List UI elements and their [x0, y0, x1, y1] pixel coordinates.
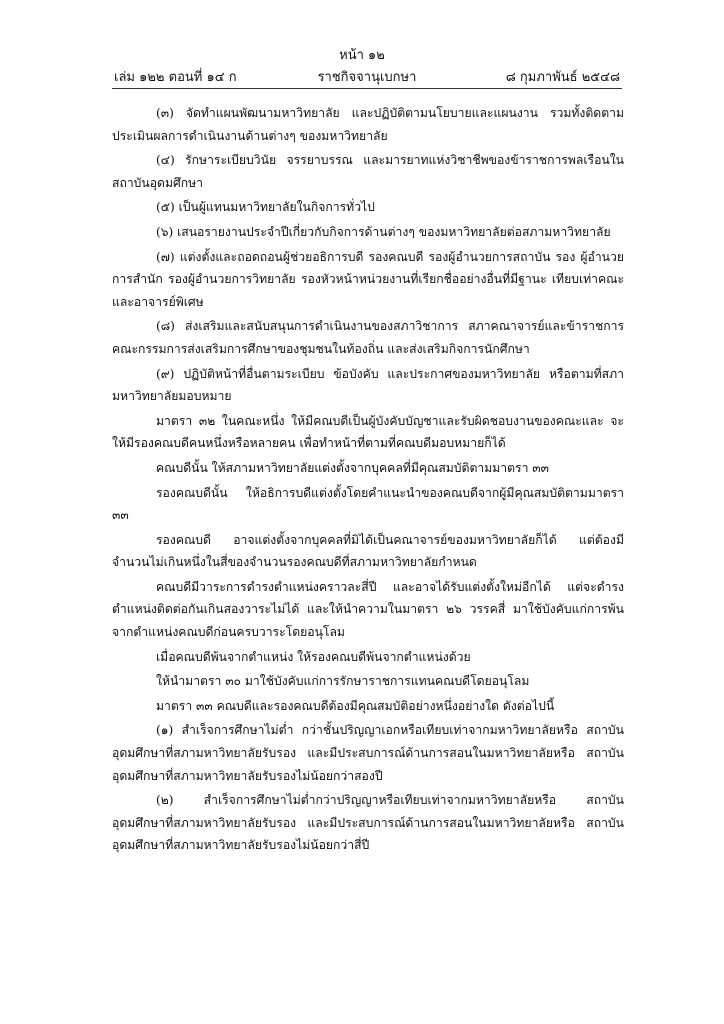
paragraph-item-5: (๕) เป็นผู้แทนมหาวิทยาลัยในกิจการทั่วไป — [156, 200, 375, 215]
section-32-term: คณบดีมีวาระการดำรงตำแหน่งคราวละสี่ปี และอาจได้รับแต่งตั้งใหม่อีกได้ แต่จะดำรง ตำแหน่งติดต่อกันเกินสองวาระไม่ได้ และให้นำความในมาตรา ๒๖ วรรคสี่ มาใช้บังคับแก่การพ้น จากตำแหน่งคณบดีก่อนครบวาระโดยอนุโลม — [112, 579, 624, 640]
section-32-acting: ให้นำมาตรา ๓๐ มาใช้บังคับแก่การรักษาราชการแทนคณบดีโดยอนุโลม — [156, 674, 530, 689]
paragraph-item-8: (๘) ส่งเสริมและสนับสนุนการดำเนินงานของสภาวิชาการ สภาคณาจารย์และข้าราชการ คณะกรรมการส่งเสริมการศึกษาของชุมชนในท้องถิ่น และส่งเสริมกิจการนักศึกษา — [112, 319, 624, 356]
header-date: ๘ กุมภาพันธ์ ๒๕๔๘ — [505, 70, 620, 85]
header-volume-issue: เล่ม ๑๒๒ ตอนที่ ๑๔ ก — [114, 70, 237, 85]
section-32-deputy-dean-quota: รองคณบดี อาจแต่งตั้งจากบุคคลที่มิได้เป็นคณาจารย์ของมหาวิทยาลัยก็ได้ แต่ต้องมี จำนวนไม่เกินหนึ่งในสี่ของจำนวนรองคณบดีที่สภามหาวิทยาลัยกำหนด — [112, 532, 624, 570]
paragraph-item-9: (๙) ปฏิบัติหน้าที่อื่นตามระเบียบ ข้อบังคับ และประกาศของมหาวิทยาลัย หรือตามที่สภา มหาวิทยาลัยมอบหมาย — [112, 366, 624, 404]
paragraph-item-7: (๗) แต่งตั้งและถอดถอนผู้ช่วยอธิการบดี รองคณบดี รองผู้อำนวยการสถาบัน รอง ผู้อำนวยการสำนัก รองผู้อำนวยการวิทยาลัย รองหัวหน้าหน่วยงานที่เรียกชื่ออย่างอื่นที่มีฐานะ เทียบเท่าคณะ และอาจารย์พิเศษ — [112, 249, 624, 309]
paragraph-item-4: (๔) รักษาระเบียบวินัย จรรยาบรรณ และมารยาทแห่งวิชาชีพของข้าราชการพลเรือนใน สถาบันอุดมศึกษา — [112, 153, 624, 190]
header-rule — [112, 88, 622, 89]
page-number: หน้า ๑๒ — [339, 48, 385, 63]
section-32: มาตรา ๓๒ ในคณะหนึ่ง ให้มีคณบดีเป็นผู้บังคับบัญชาและรับผิดชอบงานของคณะและ จะให้มีรองคณบดีคนหนึ่งหรือหลายคน เพื่อทำหน้าที่ตามที่คณบดีมอบหมายก็ได้ — [112, 413, 624, 451]
section-33: มาตรา ๓๓ คณบดีและรองคณบดีต้องมีคุณสมบัติอย่างหนึ่งอย่างใด ดังต่อไปนี้ — [156, 698, 555, 713]
section-32-dean: คณบดีนั้น ให้สภามหาวิทยาลัยแต่งตั้งจากบุคคลที่มีคุณสมบัติตามมาตรา ๓๓ — [156, 460, 549, 475]
paragraph-item-3: (๓) จัดทำแผนพัฒนามหาวิทยาลัย และปฏิบัติตามนโยบายและแผนงาน รวมทั้งติดตาม ประเมินผลการดำเนินงานด้านต่างๆ ของมหาวิทยาลัย — [112, 106, 624, 143]
section-32-vacate: เมื่อคณบดีพ้นจากตำแหน่ง ให้รองคณบดีพ้นจากตำแหน่งด้วย — [156, 649, 471, 664]
body-text — [112, 102, 624, 857]
header-publication: ราชกิจจานุเบกษา — [317, 70, 417, 85]
section-32-deputy-dean: รองคณบดีนั้น ให้อธิการบดีแต่งตั้งโดยคำแนะนำของคณบดีจากผู้มีคุณสมบัติตามมาตรา ๓๓ — [112, 485, 624, 523]
paragraph-item-6: (๖) เสนอรายงานประจำปีเกี่ยวกับกิจการด้านต่างๆ ของมหาวิทยาลัยต่อสภามหาวิทยาลัย — [156, 224, 611, 239]
section-33-item-1: (๑) สำเร็จการศึกษาไม่ต่ำ กว่าชั้นปริญญาเอกหรือเทียบเท่าจากมหาวิทยาลัยหรือ สถาบันอุดมศึกษาที่สภามหาวิทยาลัยรับรอง และมีประสบการณ์ด้านการสอนในมหาวิทยาลัยหรือ สถาบันอุดมศึกษาที่สภามหาวิทยาลัยรับรองไม่น้อยกว่าสองปี — [112, 723, 624, 783]
page-header — [114, 66, 620, 86]
section-33-item-2: (๒) สำเร็จการศึกษาไม่ต่ำกว่าปริญญาหรือเทียบเท่าจากมหาวิทยาลัยหรือ สถาบันอุดมศึกษาที่สภามหาวิทยาลัยรับรอง และมีประสบการณ์ด้านการสอนในมหาวิทยาลัยหรือ สถาบันอุดมศึกษาที่สภามหาวิทยาลัยรับรองไม่น้อยกว่าสี่ปี — [112, 793, 624, 853]
